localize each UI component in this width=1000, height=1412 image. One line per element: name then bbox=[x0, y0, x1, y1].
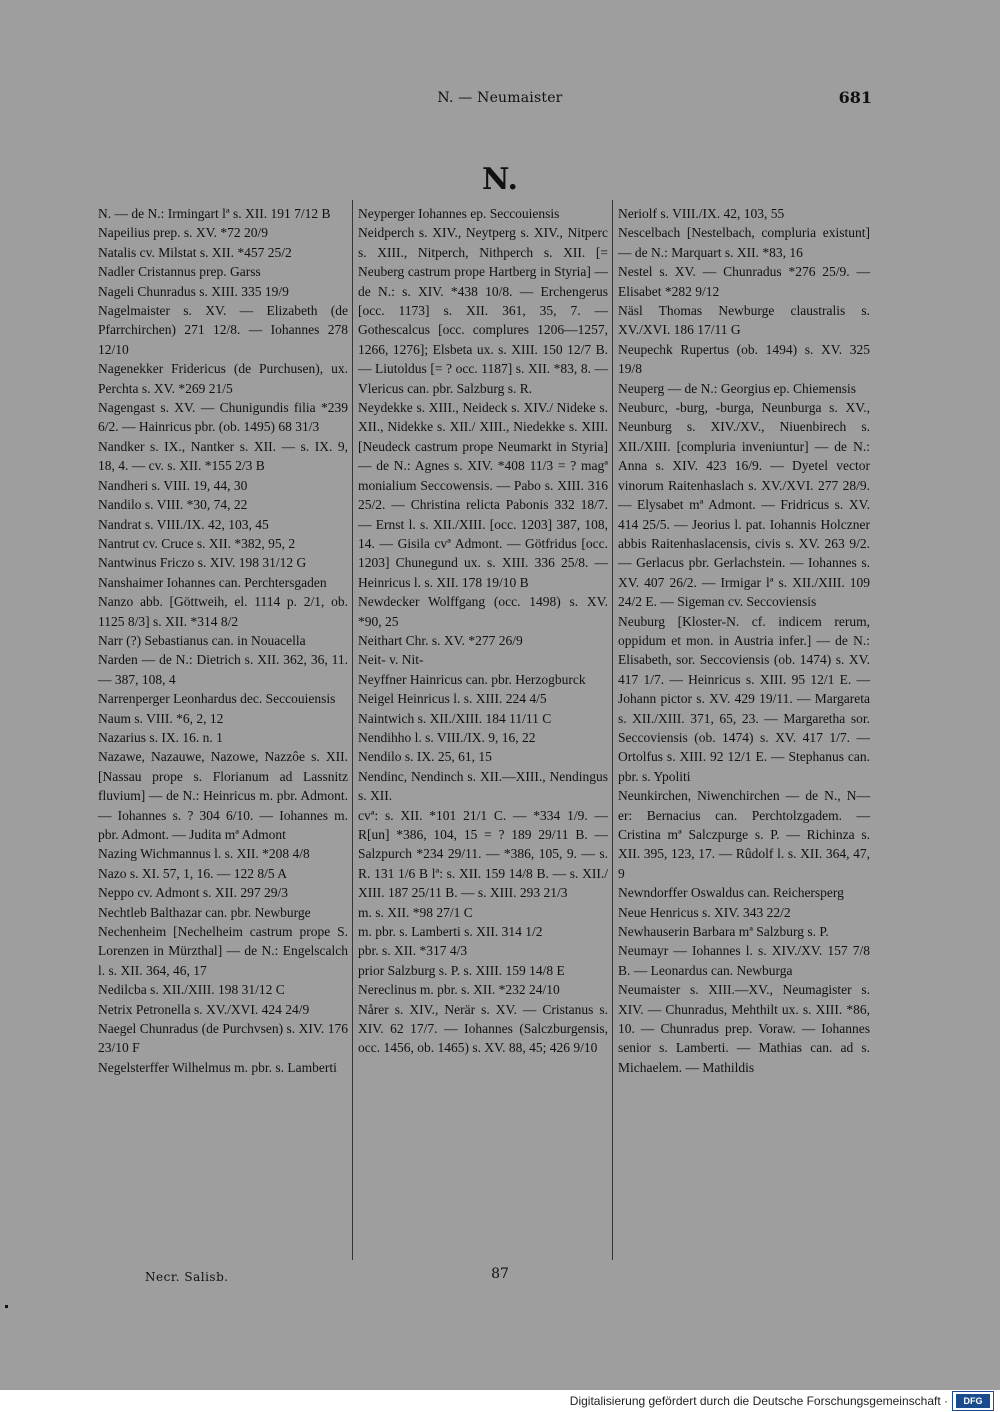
entry: Nandrat s. VIII./IX. 42, 103, 45 bbox=[98, 516, 269, 532]
entry: Neuburc, -burg, -burga, Neunburga s. XV., Neunburg s. XIV./XV., Niuenbirech s. XII./XIII. [compluria inveniuntur] — de N.: Anna s. XIV. 423 16/9. — Dyetel vector vinorum Raitenhaslach s. XV./XVI. 277 28/9. — Elysabet mª Admont. — Fridricus s. XV. 414 25/5. — Jeorius l. pat. Iohannis Holczner abbis Raitenhaslacensis, civis s. XV. 263 9/2. — Gerlacus pbr. Gerlachstein. — Iohannes s. XV. 407 26/2. — Irmigar lª s. XII./XIII. 109 24/2 E. — Sigeman cv. Seccoviensis bbox=[618, 400, 870, 610]
entry: Nanshaimer Iohannes can. Perchtersgaden bbox=[98, 574, 327, 590]
entry: Neunkirchen, Niwenchirchen — de N., N—er: Bernacius can. Perchtolzgadem. — Cristina mª Salczpurge s. P. — Richinza s. XII. 395, 123, 17. — Rûdolf l. s. XII. 364, 47, 9 bbox=[618, 788, 870, 881]
entry: m. s. XII. *98 27/1 C bbox=[358, 904, 473, 920]
entry: Neppo cv. Admont s. XII. 297 29/3 bbox=[98, 885, 288, 901]
entry: Nårer s. XIV., Nerär s. XV. — Cristanus s. XIV. 62 17/7. — Iohannes (Salczburgensis, occ. 1456, ob. 1465) s. XV. 88, 45; 426 9/10 bbox=[358, 1001, 608, 1056]
entry: Napeilius prep. s. XV. *72 20/9 bbox=[98, 225, 268, 241]
entry: Newdecker Wolffgang (occ. 1498) s. XV. *90, 25 bbox=[358, 594, 608, 629]
entry: Neue Henricus s. XIV. 343 22/2 bbox=[618, 904, 791, 920]
entry: Narrenperger Leonhardus dec. Seccouiensis bbox=[98, 691, 336, 707]
footer-signature-number: 87 bbox=[491, 1266, 509, 1282]
entry: Neyperger Iohannes ep. Seccouiensis bbox=[358, 206, 560, 221]
footer-signature-label: Necr. Salisb. bbox=[145, 1270, 229, 1284]
entry: m. pbr. s. Lamberti s. XII. 314 1/2 bbox=[358, 924, 543, 940]
entry: Nazawe, Nazauwe, Nazowe, Nazzôe s. XII. [Nassau prope s. Florianum ad Lassnitz fluvium] — de N.: Heinricus m. pbr. Admont. — Iohannes s. ? 304 6/10. — Iohannes m. pbr. Admont. — Judita mª Admont bbox=[98, 749, 348, 842]
entry: pbr. s. XII. *317 4/3 bbox=[358, 943, 468, 959]
entry: Nazarius s. IX. 16. n. 1 bbox=[98, 729, 223, 745]
entry: Näsl Thomas Newburge claustralis s. XV./XVI. 186 17/11 G bbox=[618, 303, 870, 338]
entry: Neidperch s. XIV., Neytperg s. XIV., Nitperc s. XIII., Nitperch, Nithperch s. XII. [= Neuberg castrum prope Hartberg in Styria] — de N.: s. XIV. *438 10/8. — Erchengerus [occ. 1173] s. XII. 361, 35, 7. — Gothescalcus [occ. complures 1206—1257, 1266, 1276]; Elsbeta ux. s. XIII. 150 12/7 B. — Liutoldus [= ? occ. 1187] s. XII. *83, 8. — Vlericus can. pbr. Salzburg s. R. bbox=[358, 225, 608, 396]
entry: cvª: s. XII. *101 21/1 C. — *334 1/9. — R[un] *386, 104, 15 = ? 189 29/11 B. — Salzpurch *234 29/11. — *386, 105, 9. — s. R. 131 1/6 B lª: s. XII. 159 14/8 B. — s. XII./ XIII. 187 25/11 B. — s. XIII. 293 21/3 bbox=[358, 807, 608, 901]
entry: Neuburg [Kloster-N. cf. indicem rerum, oppidum et mon. in Austria infer.] — de N.: Elisabeth, sor. Seccoviensis (ob. 1474) s. XV. 417 1/7. — Heinricus s. XIII. 95 12/1 E. — Johann pictor s. XV. 429 19/11. — Margareta s. XII./XIII. 371, 65, 23. — Margaretha sor. Seccoviensis (ob. 1474) s. XV. 417 1/7. — Ortolfus s. XIII. 92 12/1 E. — Stephanus can. pbr. s. Ypoliti bbox=[618, 613, 870, 784]
entry: Nazo s. XI. 57, 1, 16. — 122 8/5 A bbox=[98, 865, 287, 881]
entry: Neriolf s. VIII./IX. 42, 103, 55 bbox=[618, 206, 785, 221]
entry: Negelsterffer Wilhelmus m. pbr. s. Lamberti bbox=[98, 1059, 337, 1075]
page-number: 681 bbox=[838, 88, 872, 107]
entry: Neuperg — de N.: Georgius ep. Chiemensis bbox=[618, 380, 856, 396]
entry: Nazing Wichmannus l. s. XII. *208 4/8 bbox=[98, 846, 310, 862]
entry: Nandilo s. VIII. *30, 74, 22 bbox=[98, 497, 248, 513]
entry: Neit- v. Nit- bbox=[358, 652, 424, 668]
column-divider bbox=[612, 200, 613, 1260]
entry: Nadler Cristannus prep. Garss bbox=[98, 264, 261, 280]
entry: Neyffner Hainricus can. pbr. Herzogburck bbox=[358, 671, 586, 687]
entry: Nechtleb Balthazar can. pbr. Newburge bbox=[98, 904, 311, 920]
running-header: N. — Neumaister bbox=[437, 90, 563, 106]
entry: Nanzo abb. [Göttweih, el. 1114 p. 2/1, ob. 1125 8/3] s. XII. *314 8/2 bbox=[98, 594, 348, 629]
dfg-logo-label: DFG bbox=[956, 1394, 990, 1408]
entry: Nereclinus m. pbr. s. XII. *232 24/10 bbox=[358, 982, 560, 998]
entry: Nestel s. XV. — Chunradus *276 25/9. — Elisabet *282 9/12 bbox=[618, 264, 870, 299]
entry: Natalis cv. Milstat s. XII. *457 25/2 bbox=[98, 244, 292, 260]
entry: Naintwich s. XII./XIII. 184 11/11 C bbox=[358, 710, 552, 726]
column-1 bbox=[98, 204, 348, 1077]
entry: Nendinc, Nendinch s. XII.—XIII., Nendingus s. XII. bbox=[358, 768, 608, 804]
entry: Neumayr — Iohannes l. s. XIV./XV. 157 7/8 B. — Leonardus can. Newburga bbox=[618, 943, 870, 978]
entry: Nechenheim [Nechelheim castrum prope S. Lorenzen in Mürzthal] — de N.: Engelscalch l. s. XII. 364, 46, 17 bbox=[98, 924, 348, 978]
entry: Naum s. VIII. *6, 2, 12 bbox=[98, 710, 224, 726]
entry: Naegel Chunradus (de Purchvsen) s. XIV. 176 23/10 F bbox=[98, 1021, 348, 1056]
entry: Nagelmaister s. XV. — Elizabeth (de Pfarrchirchen) 271 12/8. — Iohannes 278 12/10 bbox=[98, 303, 348, 357]
entry: Neigel Heinricus l. s. XIII. 224 4/5 bbox=[358, 691, 547, 707]
entry: Nescelbach [Nestelbach, compluria existunt] — de N.: Marquart s. XII. *83, 16 bbox=[618, 225, 870, 260]
column-2 bbox=[358, 204, 608, 1058]
entry: Nantrut cv. Cruce s. XII. *382, 95, 2 bbox=[98, 535, 296, 551]
column-divider bbox=[352, 200, 353, 1260]
entry: Neupechk Rupertus (ob. 1494) s. XV. 325 19/8 bbox=[618, 341, 870, 377]
entry: Nandker s. IX., Nantker s. XII. — s. IX. 9, 18, 4. — cv. s. XII. *155 2/3 B bbox=[98, 438, 348, 474]
entry: Nendilo s. IX. 25, 61, 15 bbox=[358, 749, 492, 765]
entry: Newhauserin Barbara mª Salzburg s. P. bbox=[618, 924, 829, 940]
entry: Nendihho l. s. VIII./IX. 9, 16, 22 bbox=[358, 729, 536, 745]
entry: Nagenekker Fridericus (de Purchusen), ux. Perchta s. XV. *269 21/5 bbox=[98, 361, 348, 396]
entry: Neithart Chr. s. XV. *277 26/9 bbox=[358, 632, 523, 648]
entry: Nagengast s. XV. — Chunigundis filia *239 6/2. — Hainricus pbr. (ob. 1495) 68 31/3 bbox=[98, 400, 348, 435]
column-3 bbox=[618, 204, 870, 1077]
entry: Neumaister s. XIII.—XV., Neumagister s. XIV. — Chunradus, Mehthilt ux. s. XIII. *86, 10. — Chunradus prep. Voraw. — Iohannes senior s. Lamberti. — Mathias can. ad s. Michaelem. — Mathildis bbox=[618, 982, 870, 1075]
dfg-footer-bar bbox=[0, 1390, 1000, 1412]
section-letter: N. bbox=[482, 162, 518, 197]
entry: Nedilcba s. XII./XIII. 198 31/12 C bbox=[98, 982, 285, 998]
margin-dot bbox=[5, 1305, 8, 1308]
entry: Nantwinus Friczo s. XIV. 198 31/12 G bbox=[98, 555, 307, 571]
entry: Narr (?) Sebastianus can. in Nouacella bbox=[98, 632, 306, 648]
entry: Nandheri s. VIII. 19, 44, 30 bbox=[98, 477, 248, 493]
entry: prior Salzburg s. P. s. XIII. 159 14/8 E bbox=[358, 962, 565, 978]
entry: Nageli Chunradus s. XIII. 335 19/9 bbox=[98, 283, 289, 299]
entry: N. — de N.: Irmingart lª s. XII. 191 7/12 B bbox=[98, 206, 331, 221]
entry: Netrix Petronella s. XV./XVI. 424 24/9 bbox=[98, 1001, 310, 1017]
entry: Newndorffer Oswaldus can. Reichersperg bbox=[618, 885, 844, 901]
dfg-logo-icon[interactable] bbox=[952, 1391, 994, 1411]
entry: Neydekke s. XIII., Neideck s. XIV./ Nideke s. XII., Nidekke s. XII./ XIII., Niedekke s. XIII. [Neudeck castrum prope Neumarkt in Styria] — de N.: Agnes s. XIV. *408 11/3 = ? magª monialium Seccowensis. — Pabo s. XIII. 316 25/2. — Christina relicta Pabonis 332 18/7. — Ernst l. s. XII./XIII. [occ. 1203] 387, 108, 14. — Gisila cvª Admont. — Götfridus [occ. 1203] Chunegund ux. s. XIII. 336 25/8. — Heinricus l. s. XII. 178 19/10 B bbox=[358, 400, 608, 590]
dfg-funding-text: Digitalisierung gefördert durch die Deutsche Forschungsgemeinschaft · bbox=[569, 1394, 948, 1408]
entry: Narden — de N.: Dietrich s. XII. 362, 36, 11. — 387, 108, 4 bbox=[98, 652, 348, 687]
